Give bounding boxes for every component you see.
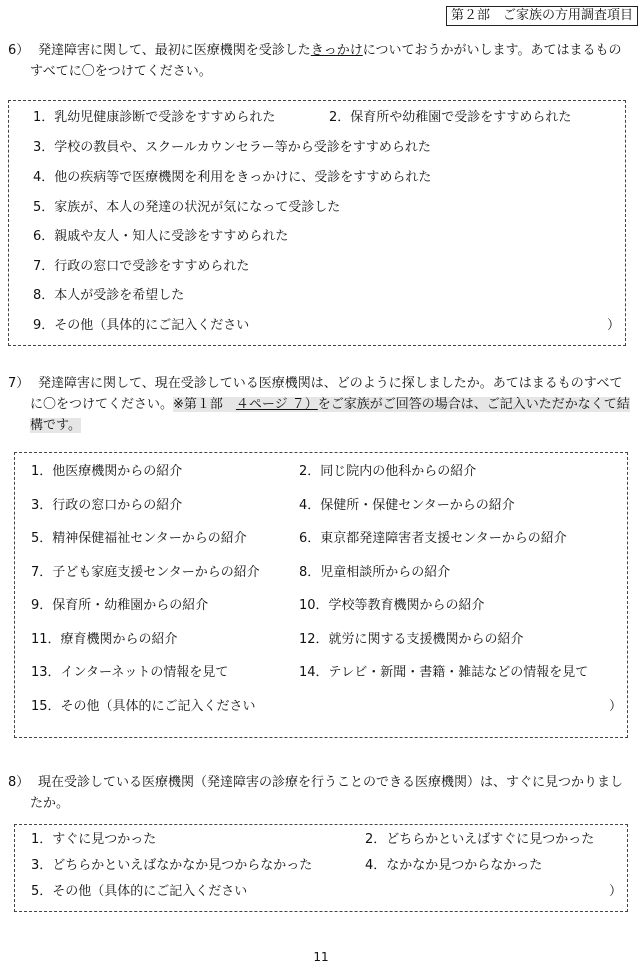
q6-close-paren: ）: [607, 318, 621, 333]
q6-option-9[interactable]: 9．その他（具体的にご記入ください: [33, 318, 250, 333]
q7-option-11[interactable]: 11．療育機関からの紹介: [31, 632, 178, 647]
q8-option-5[interactable]: 5．その他（具体的にご記入ください: [31, 884, 248, 899]
q7-option-4[interactable]: 4．保健所・保健センターからの紹介: [299, 498, 515, 513]
question-6-underlined-word: きっかけ: [310, 43, 363, 58]
question-7-text: [8, 373, 632, 436]
question-8-text-b: たか。: [30, 796, 70, 811]
q6-option-2[interactable]: 2．保育所や幼稚園で受診をすすめられた: [329, 110, 572, 125]
q8-close-paren: ）: [609, 884, 623, 899]
q7-option-12[interactable]: 12．就労に関する支援機関からの紹介: [299, 632, 524, 647]
q6-option-3[interactable]: 3．学校の教員や、スクールカウンセラー等から受診をすすめられた: [33, 140, 431, 155]
q6-option-1[interactable]: 1．乳幼児健康診断で受診をすすめられた: [33, 110, 276, 125]
q8-option-1[interactable]: 1．すぐに見つかった: [31, 832, 157, 847]
question-7-note-b: をご家族がご回答の場合は、ご記入いただかなくて結: [317, 397, 630, 412]
section-label: 第２部 ご家族の方用調査項目: [446, 6, 638, 26]
q7-option-2[interactable]: 2．同じ院内の他科からの紹介: [299, 464, 477, 479]
q7-option-14[interactable]: 14．テレビ・新聞・書籍・雑誌などの情報を見て: [299, 665, 589, 680]
q7-option-9[interactable]: 9．保育所・幼稚園からの紹介: [31, 598, 209, 613]
question-6-text-a: 発達障害に関して、最初に医療機関を受診した: [38, 43, 311, 58]
q6-option-7[interactable]: 7．行政の窓口で受診をすすめられた: [33, 259, 250, 274]
q6-option-4[interactable]: 4．他の疾病等で医療機関を利用をきっかけに、受診をすすめられた: [33, 170, 432, 185]
question-6-options-box: [8, 100, 626, 346]
q7-option-3[interactable]: 3．行政の窓口からの紹介: [31, 498, 183, 513]
q8-option-4[interactable]: 4．なかなか見つからなかった: [365, 858, 543, 873]
q7-option-7[interactable]: 7．子ども家庭支援センターからの紹介: [31, 565, 260, 580]
question-7-options-box: [14, 452, 628, 738]
question-7-text-a: 発達障害に関して、現在受診している医療機関は、どのように探しましたか。あてはまるものすべて: [38, 376, 623, 391]
question-7-note-c: 構です。: [30, 418, 81, 433]
question-6-text: [8, 40, 632, 82]
q8-option-2[interactable]: 2．どちらかといえばすぐに見つかった: [365, 832, 595, 847]
q7-option-8[interactable]: 8．児童相談所からの紹介: [299, 565, 451, 580]
q7-option-1[interactable]: 1．他医療機関からの紹介: [31, 464, 183, 479]
q7-option-5[interactable]: 5．精神保健福祉センターからの紹介: [31, 531, 247, 546]
question-8-text-a: 現在受診している医療機関（発達障害の診療を行うことのできる医療機関）は、すぐに見つかりまし: [38, 775, 624, 790]
q7-close-paren: ）: [609, 699, 623, 714]
page-number: 11: [313, 950, 329, 964]
q7-option-13[interactable]: 13．インターネットの情報を見て: [31, 665, 229, 680]
q6-option-5[interactable]: 5．家族が、本人の発達の状況が気になって受診した: [33, 200, 341, 215]
question-7-note-a: ※第１部: [173, 397, 236, 412]
question-6-text-b: についておうかがいします。あてはまるもの: [362, 43, 622, 58]
q7-option-10[interactable]: 10．学校等教育機関からの紹介: [299, 598, 485, 613]
question-8-number: 8）: [8, 775, 30, 790]
question-7-note-ref: ４ページ ７）: [235, 397, 318, 412]
q8-option-3[interactable]: 3．どちらかといえばなかなか見つからなかった: [31, 858, 313, 873]
q7-option-6[interactable]: 6．東京都発達障害者支援センターからの紹介: [299, 531, 567, 546]
q6-option-6[interactable]: 6．親戚や友人・知人に受診をすすめられた: [33, 229, 289, 244]
question-8-text: [8, 772, 632, 814]
question-8-options-box: [14, 824, 628, 912]
question-7-number: 7）: [8, 376, 30, 391]
q7-option-15[interactable]: 15．その他（具体的にご記入ください: [31, 699, 256, 714]
q6-option-8[interactable]: 8．本人が受診を希望した: [33, 288, 185, 303]
question-6-number: 6）: [8, 43, 30, 58]
question-6-text-c: すべてに〇をつけてください。: [30, 64, 212, 79]
question-7-text-b: に〇をつけてください。: [30, 397, 174, 412]
